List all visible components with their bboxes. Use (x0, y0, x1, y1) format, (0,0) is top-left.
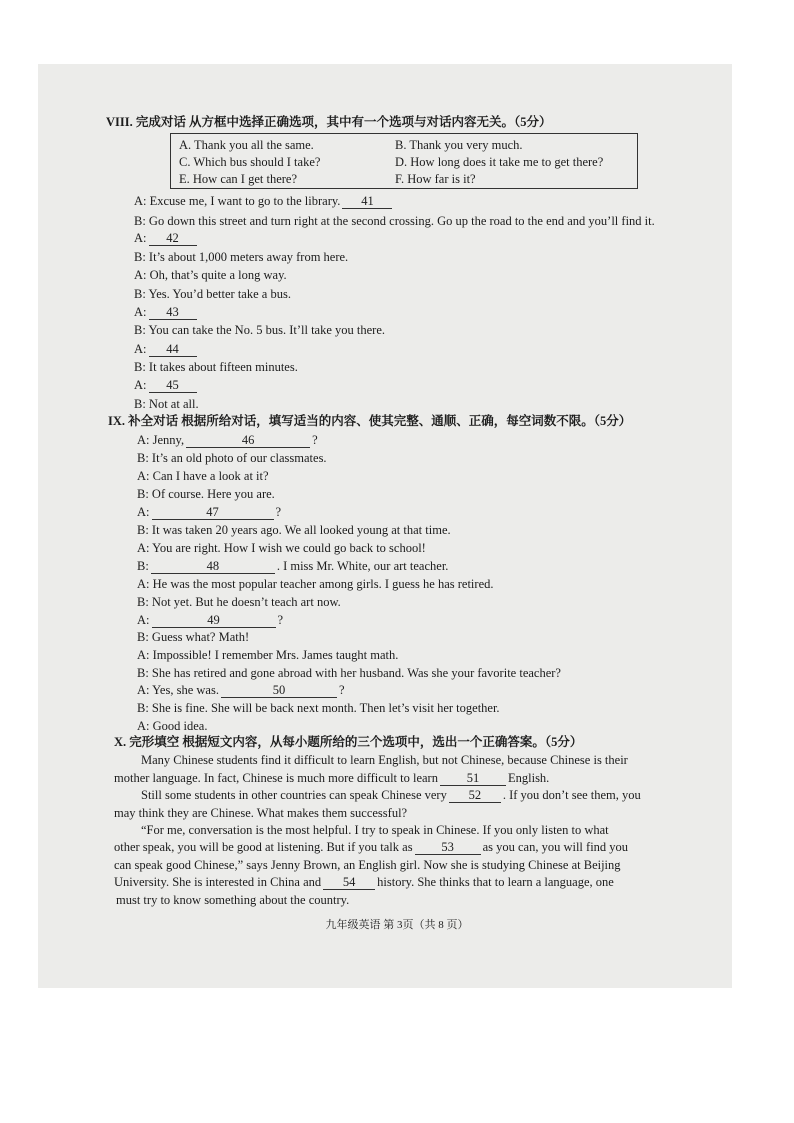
section9-line (137, 432, 318, 448)
line-text: other speak, you will be good at listening. But if you talk as (114, 840, 413, 854)
line-text: A: Good idea. (137, 719, 208, 733)
line-text: A: (134, 231, 147, 245)
line-text-after-blank: ? (312, 433, 318, 447)
line-text: Still some students in other countries can speak Chinese very (141, 788, 447, 802)
line-text: A: Excuse me, I want to go to the library. (134, 194, 341, 208)
line-text: A: He was the most popular teacher among girls. I guess he has retired. (137, 577, 494, 591)
section8-line (134, 359, 298, 375)
answer-blank[interactable]: 41 (342, 194, 392, 209)
section10-line (114, 857, 621, 873)
line-text: mother language. In fact, Chinese is much more difficult to learn (114, 771, 438, 785)
line-text: A: (134, 342, 147, 356)
line-text: A: Can I have a look at it? (137, 469, 269, 483)
section10-line (114, 839, 628, 855)
section-8-header: VIII. 完成对话 从方框中选择正确选项，其中有一个选项与对话内容无关。（5分） (106, 115, 552, 129)
options-box (170, 133, 638, 189)
line-text: B: Go down this street and turn right at the second crossing. Go up the road to the end and you’ll find it. (134, 214, 655, 228)
line-text: B: It was taken 20 years ago. We all looked young at that time. (137, 523, 451, 537)
section9-line (137, 665, 561, 681)
line-text-after-blank: . I miss Mr. White, our art teacher. (276, 559, 449, 573)
answer-blank[interactable]: 43 (149, 305, 197, 320)
line-text: B: It takes about fifteen minutes. (134, 360, 298, 374)
section8-line (134, 267, 287, 283)
section9-line (137, 504, 281, 520)
section9-line (137, 629, 249, 645)
line-text: B: Not yet. But he doesn’t teach art now. (137, 595, 341, 609)
answer-blank[interactable]: 45 (149, 378, 197, 393)
line-text-after-blank: ? (275, 505, 282, 519)
line-text-after-blank: . If you don’t see them, you (502, 788, 641, 802)
section8-line (134, 377, 199, 393)
line-text: B: You can take the No. 5 bus. It’ll take you there. (134, 323, 385, 337)
section9-line (137, 450, 327, 466)
section9-line (137, 647, 398, 663)
line-text: B: Not at all. (134, 397, 199, 411)
section8-line (134, 341, 199, 357)
line-text: must try to know something about the country. (116, 893, 350, 907)
line-text: B: Guess what? Math! (137, 630, 250, 644)
section9-line (137, 612, 283, 628)
answer-blank[interactable]: 51 (440, 771, 506, 786)
section10-line (141, 822, 609, 838)
section8-line (134, 230, 199, 246)
line-text: A: (137, 613, 150, 627)
line-text: B: She has retired and gone abroad with her husband. Was she your favorite teacher? (137, 666, 561, 680)
section8-line (134, 286, 291, 302)
line-text: “For me, conversation is the most helpful. I try to speak in Chinese. If you only listen to what (141, 823, 609, 837)
section9-line (137, 700, 500, 716)
section8-line (134, 213, 655, 229)
line-text: B: It’s about 1,000 meters away from here. (134, 250, 349, 264)
answer-blank[interactable]: 52 (449, 788, 501, 803)
section9-line (137, 718, 207, 734)
option-d: D. How long does it take me to get there? (395, 155, 604, 169)
section-10-header: X. 完形填空 根据短文内容，从每小题所给的三个选项中，选出一个正确答案。（5分） (114, 735, 583, 749)
line-text: B: Yes. You’d better take a bus. (134, 287, 291, 301)
line-text: A: Yes, she was. (137, 683, 219, 697)
section8-line (134, 249, 348, 265)
line-text: A: Jenny, (137, 433, 185, 447)
line-text-after-blank: history. She thinks that to learn a language, one (377, 875, 614, 889)
section10-line (114, 770, 549, 786)
section10-line (116, 892, 349, 908)
line-text: A: Impossible! I remember Mrs. James taught math. (137, 648, 399, 662)
line-text: may think they are Chinese. What makes them successful? (114, 806, 408, 820)
section9-line (137, 486, 275, 502)
answer-blank[interactable]: 53 (415, 840, 481, 855)
line-text: A: You are right. How I wish we could go back to school! (137, 541, 426, 555)
line-text-after-blank: ? (277, 613, 284, 627)
section9-line (137, 468, 269, 484)
option-c: C. Which bus should I take? (179, 155, 321, 169)
line-text: B: She is fine. She will be back next month. Then let’s visit her together. (137, 701, 500, 715)
section9-line (137, 682, 345, 698)
line-text: B: Of course. Here you are. (137, 487, 275, 501)
section10-line (141, 752, 628, 768)
section8-line (134, 193, 394, 209)
answer-blank[interactable]: 46 (186, 433, 310, 448)
section9-line (137, 522, 451, 538)
line-text: can speak good Chinese,” says Jenny Brown, an English girl. Now she is studying Chinese at Beijing (114, 858, 621, 872)
answer-blank[interactable]: 44 (149, 342, 197, 357)
answer-blank[interactable]: 47 (152, 505, 274, 520)
option-a: A. Thank you all the same. (179, 138, 314, 152)
answer-blank[interactable]: 50 (221, 683, 337, 698)
line-text: B: It’s an old photo of our classmates. (137, 451, 327, 465)
section8-line (134, 396, 199, 412)
section9-line (137, 576, 494, 592)
answer-blank[interactable]: 54 (323, 875, 375, 890)
line-text: Many Chinese students find it difficult to learn English, but not Chinese, because Chinese is their (141, 753, 628, 767)
section10-line (114, 874, 614, 890)
page-footer: 九年级英语 第 3页（共 8 页） (325, 919, 469, 931)
line-text: University. She is interested in China and (114, 875, 322, 889)
line-text-after-blank: as you can, you will find you (482, 840, 629, 854)
option-e: E. How can I get there? (179, 172, 297, 186)
option-f: F. How far is it? (395, 172, 476, 186)
answer-blank[interactable]: 49 (152, 613, 276, 628)
section8-line (134, 304, 199, 320)
section9-line (137, 594, 341, 610)
line-text: A: Oh, that’s quite a long way. (134, 268, 287, 282)
line-text-after-blank: English. (507, 771, 550, 785)
line-text-after-blank: ? (338, 683, 345, 697)
section9-line (137, 540, 426, 556)
answer-blank[interactable]: 48 (151, 559, 275, 574)
section-9-header: IX. 补全对话 根据所给对话，填写适当的内容、使其完整、通顺、正确，每空词数不限。（5分） (108, 414, 632, 428)
line-text: A: (134, 378, 147, 392)
section8-line (134, 322, 385, 338)
line-text: A: (134, 305, 147, 319)
option-b: B. Thank you very much. (395, 138, 523, 152)
line-text: B: (137, 559, 149, 573)
section10-line (141, 787, 641, 803)
section10-line (114, 805, 407, 821)
answer-blank[interactable]: 42 (149, 231, 197, 246)
section9-line (137, 558, 448, 574)
line-text: A: (137, 505, 150, 519)
